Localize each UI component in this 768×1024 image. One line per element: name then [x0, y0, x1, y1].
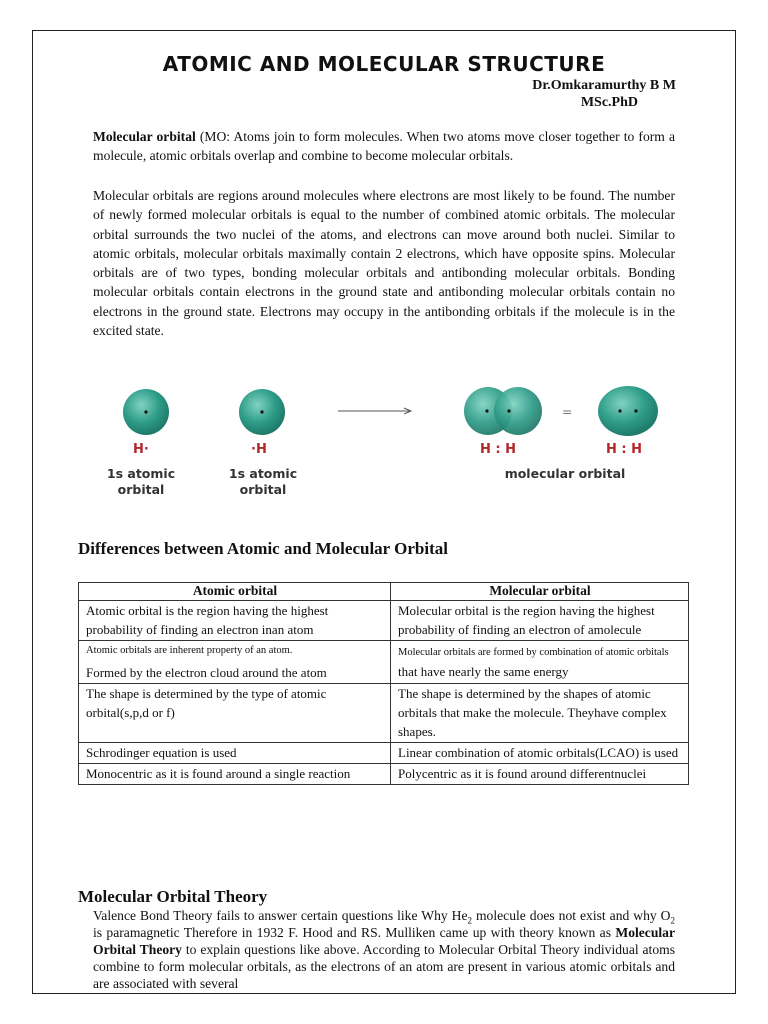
atom1-symbol: H· [133, 442, 149, 457]
cell-atomic-formation [79, 641, 391, 684]
equals-sign: = [562, 404, 573, 419]
orbital-figure [100, 382, 670, 502]
intro-lead-term: Molecular orbital [93, 129, 196, 144]
cell-molecular-shape: The shape is determined by the shapes of atomic orbitals that make the molecule. Theyhave complex shapes. [391, 684, 689, 743]
table-row [79, 764, 689, 785]
mot-theory-name: Molecular Orbital Theory [93, 925, 675, 957]
cell-atomic-formation-text: Formed by the electron cloud around the atom [86, 665, 327, 680]
comparison-table [78, 582, 689, 785]
table-row [79, 641, 689, 684]
mot-text-3: is paramagnetic Therefore in 1932 F. Hood and RS. Mulliken came up with theory known as [93, 925, 616, 940]
header-molecular: Molecular orbital [391, 583, 689, 601]
molecular-orbital-shape [598, 386, 658, 436]
cell-atomic-equation: Schrodinger equation is used [79, 743, 391, 764]
orbital-overlap-diagram [100, 382, 670, 502]
atom1-orbital [123, 389, 169, 435]
merged-symbol: H : H [606, 442, 643, 457]
author-name: Dr.Omkaramurthy B M [532, 78, 676, 93]
cell-molecular-equation: Linear combination of atomic orbitals(LCAO) is used [391, 743, 689, 764]
reaction-arrow [338, 408, 411, 414]
table-row [79, 684, 689, 743]
intro-body-paragraph [93, 186, 675, 340]
mot-paragraph [93, 907, 675, 992]
header-atomic: Atomic orbital [79, 583, 391, 601]
atom2-orbital [239, 389, 285, 435]
author-block [532, 77, 676, 111]
cell-molecular-formation [391, 641, 689, 684]
cell-molecular-centricity: Polycentric as it is found around differentnuclei [391, 764, 689, 785]
result-caption: molecular orbital [504, 466, 626, 481]
cell-molecular-formation-text: that have nearly the same energy [398, 664, 569, 679]
atom2-caption-line1: 1s atomic [228, 466, 298, 481]
mot-sub-2: 2 [670, 915, 675, 926]
table-row [79, 601, 689, 641]
page-title: ATOMIC AND MOLECULAR STRUCTURE [162, 52, 606, 76]
differences-heading: Differences between Atomic and Molecular Orbital [78, 539, 448, 558]
atom2-caption-line2: orbital [239, 482, 287, 497]
intro-paragraph [93, 127, 675, 166]
cell-molecular-formation-note: Molecular orbitals are formed by combination of atomic orbitals [398, 647, 669, 658]
cell-atomic-shape: The shape is determined by the type of atomic orbital(s,p,d or f) [79, 684, 391, 743]
mot-text-4: to explain questions like above. According to Molecular Orbital Theory individual atoms combine to form molecular orbitals, as the electrons of an atom are present in various atomic orbitals and are associated with several [93, 942, 675, 991]
table-row [79, 743, 689, 764]
cell-atomic-formation-note: Atomic orbitals are inherent property of an atom. [86, 645, 293, 656]
atom2-caption [222, 466, 304, 498]
mot-text-1: Valence Bond Theory fails to answer certain questions like Why He [93, 908, 468, 923]
table-header-row [79, 583, 689, 601]
atom1-caption [100, 466, 182, 498]
atom2-symbol: ·H [251, 442, 267, 457]
cell-molecular-definition: Molecular orbital is the region having the highest probability of finding an electron of amolecule [391, 601, 689, 641]
mot-text-2: molecule does not exist and why O [472, 908, 671, 923]
atom1-caption-line1: 1s atomic [106, 466, 176, 481]
cell-atomic-definition: Atomic orbital is the region having the highest probability of finding an electron inan atom [79, 601, 391, 641]
intro-lead-text: (MO: Atoms join to form molecules. When two atoms move closer together to form a molecule, atomic orbitals overlap and combine to become molecular orbitals. [93, 129, 675, 164]
overlap-symbol: H : H [480, 442, 517, 457]
intro-body-text: Molecular orbitals are regions around molecules where electrons are most likely to be found. The number of newly formed molecular orbitals is equal to the number of combined atomic orbitals. The molecular orbital surrounds the two nuclei of the atoms, and electrons can move around both nuclei. Similar to atomic orbitals, molecular orbitals maximally contain 2 electrons, which have opposite spins. Molecular orbitals are of two types, bonding molecular orbitals and antibonding molecular orbitals. Bonding molecular orbitals contain electrons in the ground state and antibonding molecular orbitals contain no electrons in the ground state. Electrons may occupy in the antibonding orbitals if the molecule is in the excited state. [93, 188, 675, 339]
mot-sub-1: 2 [467, 915, 472, 926]
atom1-caption-line2: orbital [117, 482, 165, 497]
mot-heading: Molecular Orbital Theory [78, 887, 268, 906]
page-border [32, 30, 736, 994]
cell-atomic-centricity: Monocentric as it is found around a single reaction [79, 764, 391, 785]
overlapping-orbitals [464, 387, 542, 435]
author-degree: MSc.PhD [580, 95, 638, 110]
